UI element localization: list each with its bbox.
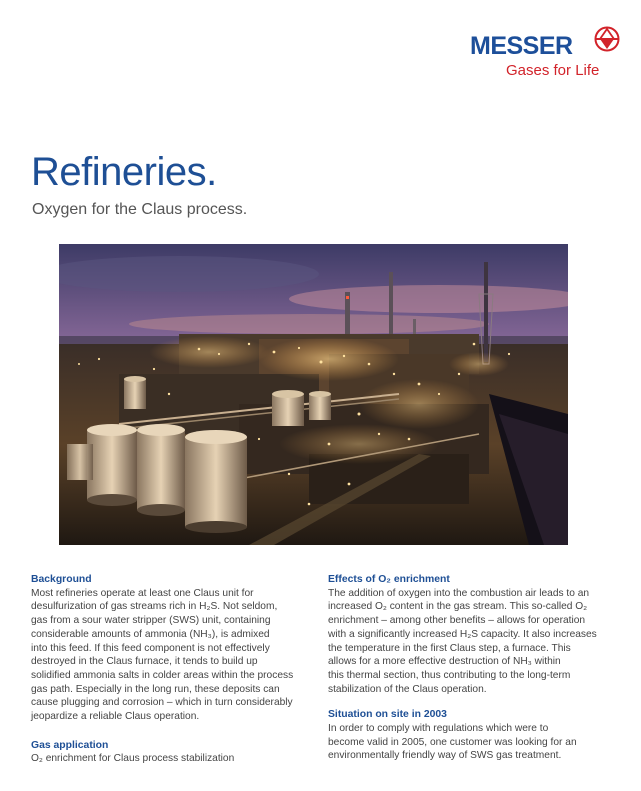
right-column — [328, 573, 600, 763]
background-line: gas path. Especially in the long run, these deposits can — [31, 683, 280, 695]
effects-line: with a significantly increased H₂S capacity. It also increases — [328, 628, 597, 640]
background-line: jeopardize a reliable Claus operation. — [31, 711, 200, 723]
logo-wordmark: MESSER — [470, 32, 573, 60]
effects-line: increased O₂ content in the gas stream. This so-called O₂ — [328, 601, 588, 613]
background-line: into this feed. If this feed component is not effectively — [31, 642, 270, 654]
messer-emblem-icon — [594, 26, 620, 52]
gas-application-text: O₂ enrichment for Claus process stabilization — [31, 753, 235, 765]
page-subtitle: Oxygen for the Claus process. — [32, 201, 248, 218]
left-column — [31, 573, 303, 766]
logo-tagline: Gases for Life — [506, 62, 600, 79]
background-line: cause plugging and corrosion – which in turn considerably — [31, 697, 293, 709]
gas-application-heading: Gas application — [31, 739, 109, 751]
background-line: solidified ammonia salts in colder areas within the process — [31, 669, 294, 681]
situation-line: environmentally friendly way of SWS gas treatment. — [328, 750, 562, 762]
situation-line: become valid in 2005, one customer was looking for an — [328, 736, 577, 748]
background-line: considerable amounts of ammonia (NH₃), is admixed — [31, 628, 270, 640]
refinery-night-photo — [59, 244, 568, 545]
situation-heading: Situation on site in 2003 — [328, 709, 447, 721]
background-line: gas from a sour water stripper (SWS) unit, containing — [31, 615, 271, 627]
effects-line: The addition of oxygen into the combustion air leads to an — [328, 587, 590, 599]
effects-line: stabilization of the Claus operation. — [328, 683, 487, 695]
effects-line: enrichment – among other benefits – allows for operation — [328, 615, 586, 627]
background-heading: Background — [31, 574, 92, 585]
background-line: destroyed in the Claus furnace, it tends to build up — [31, 656, 258, 668]
effects-line: the temperature in the first Claus step, a furnace. This — [328, 642, 571, 654]
effects-heading: Effects of O₂ enrichment — [328, 574, 450, 585]
effects-line: this thermal section, thus contributing to the long-term — [328, 669, 571, 681]
background-line: desulfurization of gas streams rich in H₂S. Not seldom, — [31, 601, 278, 613]
background-line: Most refineries operate at least one Claus unit for — [31, 587, 254, 599]
effects-line: allows for a more effective destruction of NH₃ within — [328, 656, 561, 668]
situation-line: In order to comply with regulations which were to — [328, 723, 549, 735]
page-title: Refineries. — [31, 150, 217, 194]
messer-logo — [470, 26, 620, 84]
refinery-photo-illustration — [59, 244, 568, 545]
